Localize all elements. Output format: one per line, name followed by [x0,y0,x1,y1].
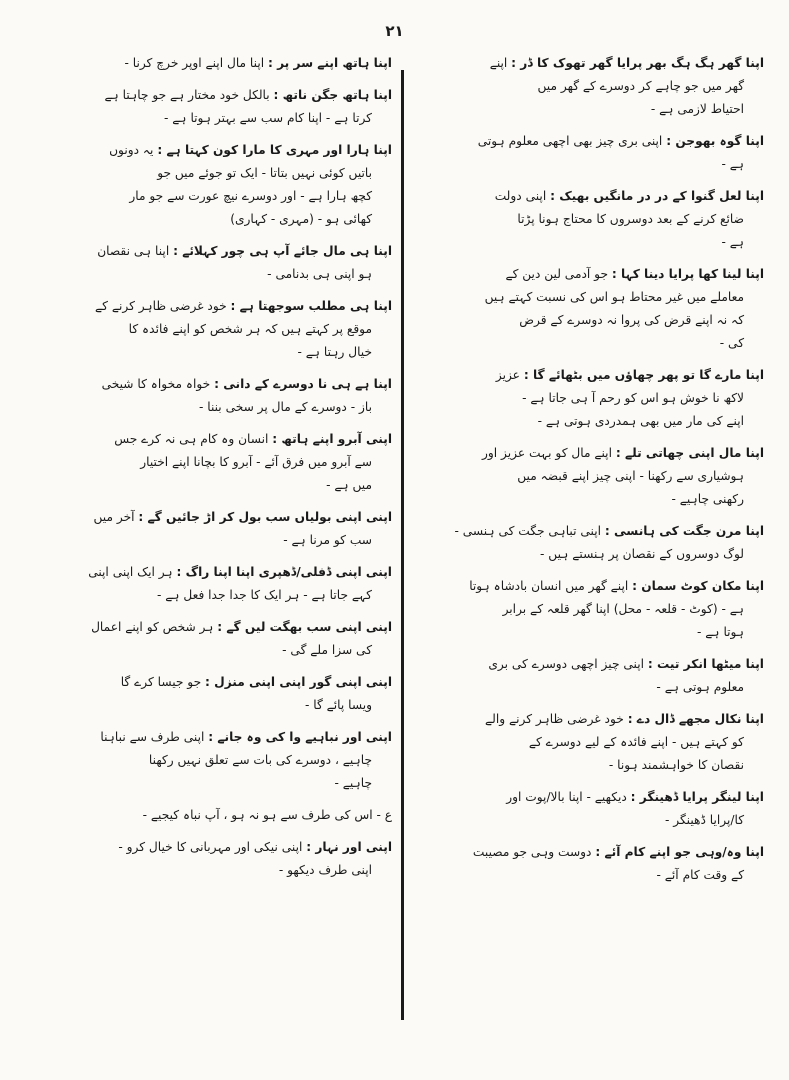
entry-continuation-line: اپنی طرف دیکھو - [278,863,372,877]
entry-continuation-line: رکھنی چاہیے - [671,492,744,506]
entry-headword: اپنا ہاتھ جگن ناتھ : [273,88,392,102]
entry-continuation-line: کچھ ہارا ہے - اور دوسرے نیچ عورت سے جو مار [129,189,372,203]
entry-continuation-line: ہے - [721,235,744,249]
entry-headword: اپنا لعل گنوا کے در در مانگیں بھیک : [550,189,764,203]
entry-first-line: اپنا ہی مال جائے آپ ہی چور کہلائے : اپنا ہی نقصان [97,244,392,258]
page-number: ۲۱ [385,22,404,40]
entry-continuation-line: ہے - (کوٹ - قلعہ - محل) اپنا گھر قلعہ کے برابر [502,602,744,616]
entry-continuation-line: ہے - [721,157,744,171]
dictionary-entry [30,561,392,607]
dictionary-entry [30,616,392,662]
entry-continuation-line: کہے جاتا ہے - ہر ایک کا جدا جدا فعل ہے - [156,588,372,602]
dictionary-entry [30,804,392,827]
entry-continuation-line: کھائی ہو - (مہری - کہاری) [230,212,372,226]
dictionary-entry [30,240,392,286]
entry-continuation-line: کے وقت کام آئے - [656,868,744,882]
left-column [30,52,392,1072]
entry-headword: اپنا ہارا اور مہری کا مارا کون کہتا ہے : [157,143,392,157]
dictionary-entry [412,520,764,566]
dictionary-entry [30,373,392,419]
entry-continuation-line: باتیں کوئی نہیں بتاتا - ایک تو جوئے میں جو [157,166,372,180]
entry-continuation-line: ہوشیاری سے رکھنا - اپنی چیز اپنے قبضہ میں [517,469,744,483]
dictionary-entry [412,708,764,777]
entry-first-line: اپنا میٹھا انکر تیت : اپنی چیز اچھی دوسرے کی بری [488,657,764,671]
entry-continuation-line: ہو اپنی ہی بدنامی - [267,267,372,281]
dictionary-entry [412,575,764,644]
entry-continuation-line: کو کہتے ہیں - اپنے فائدہ کے لیے دوسرے کے [528,735,744,749]
entry-headword: اپنی اور نباہیے وا کی وہ جانے : [208,730,392,744]
entry-first-line: اپنا مرن جگت کی ہانسی : اپنی تباہی جگت کی ہنسی - [454,524,764,538]
entry-headword: اپنی اپنی ڈفلی/ڈھپری اپنا اپنا راگ : [176,565,392,579]
entry-first-line: اپنی آبرو اپنے ہاتھ : انسان وہ کام ہی نہ کرے جس [114,432,392,446]
entry-headword: اپنا وہ/وہی جو اپنے کام آئے : [595,845,764,859]
entry-first-line: اپنی اپنی گور اپنی اپنی منزل : جو جیسا کرے گا [120,675,392,689]
entry-first-line: اپنا گوہ بھوجن : اپنی بری چیز بھی اچھی معلوم ہوتی [477,134,764,148]
entry-first-line: اپنی اپنی بولیاں سب بول کر اڑ جائیں گے : آخر میں [93,510,392,524]
entry-headword: اپنا مال اپنی چھاتی تلے : [615,446,764,460]
dictionary-entry [30,836,392,882]
right-column [412,52,764,1072]
entry-first-line: اپنا ہاتھ جگن ناتھ : بالکل خود مختار ہے جو چاہتا ہے [104,88,392,102]
dictionary-entry [412,442,764,511]
dictionary-entry [30,139,392,231]
dictionary-entry [30,726,392,795]
entry-continuation-line: خیال رہتا ہے - [297,345,372,359]
dictionary-entry [412,130,764,176]
entry-headword: اپنا گوہ بھوجن : [666,134,764,148]
dictionary-entry [30,506,392,552]
dictionary-entry [412,786,764,832]
entry-first-line: اپنا لعل گنوا کے در در مانگیں بھیک : اپنی دولت [494,189,764,203]
entry-headword: اپنی اپنی بولیاں سب بول کر اڑ جائیں گے : [138,510,392,524]
entry-headword: اپنا نکال مجھے ڈال دے : [627,712,764,726]
entry-continuation-line: سب کو مرنا ہے - [283,533,372,547]
entry-headword: اپنی اور نہار : [306,840,392,854]
entry-headword: اپنا ہی مطلب سوجھتا ہے : [230,299,392,313]
entry-headword: اپنا لینگر پرایا ڈھینگر : [630,790,764,804]
entry-first-line: اپنا ہی مطلب سوجھتا ہے : خود غرضی ظاہر کرنے کے [95,299,392,313]
entry-continuation-line: سے آبرو میں فرق آئے - آبرو کا بچانا اپنے اختیار [140,455,372,469]
dictionary-entry [412,263,764,355]
dictionary-entry [30,52,392,75]
entry-headword: اپنا میٹھا انکر تیت : [647,657,764,671]
entry-continuation-line: احتیاط لازمی ہے - [650,102,744,116]
entry-first-line: اپنا ہے ہی نا دوسرے کے دانی : خواہ مخواہ کا شیخی [101,377,392,391]
entry-continuation-line: لوگ دوسروں کے نقصان پر ہنستے ہیں - [540,547,744,561]
entry-first-line: اپنا ہارا اور مہری کا مارا کون کہتا ہے : یہ دونوں [109,143,392,157]
entry-first-line: اپنی اور نباہیے وا کی وہ جانے : اپنی طرف سے نباہنا [100,730,392,744]
entry-continuation-line: کی - [719,336,744,350]
entry-headword: اپنا گھر ہگ ہگ بھر پرایا گھر تھوک کا ڈر : [511,56,764,70]
entry-first-line: اپنا لینگر پرایا ڈھینگر : دیکھیے - اپنا بالا/پوت اور [506,790,764,804]
entry-headword: اپنا مرن جگت کی ہانسی : [604,524,764,538]
column-divider [401,70,404,1020]
entry-continuation-line: معلوم ہوتی ہے - [656,680,744,694]
entry-headword: اپنا لینا کھا پرایا دینا کہا : [611,267,764,281]
entry-continuation-line: کرتا ہے - اپنا کام سب سے بہتر ہوتا ہے - [164,111,372,125]
entry-continuation-line: گھر میں جو چاہے کر دوسرے کے گھر میں [537,79,744,93]
entry-continuation-line: چاہیے - [334,776,372,790]
entry-continuation-line: ضائع کرنے کے بعد دوسروں کا محتاج ہونا پڑتا [517,212,744,226]
entry-first-line: اپنی اپنی سب بھگت لیں گے : ہر شخص کو اپنے اعمال [91,620,392,634]
entry-first-line: اپنا نکال مجھے ڈال دے : خود غرضی ظاہر کرنے والے [484,712,764,726]
entry-continuation-line: موقع پر کہتے ہیں کہ ہر شخص کو اپنے فائدہ کا [128,322,372,336]
entry-headword: اپنی اپنی گور اپنی اپنی منزل : [205,675,392,689]
entry-first-line: اپنی اور نہار : اپنی نیکی اور مہربانی کا خیال کرو - [118,840,392,854]
entry-headword: اپنا ہے ہی نا دوسرے کے دانی : [214,377,392,391]
dictionary-entry [412,364,764,433]
entry-headword: اپنا مارے گا تو پھر چھاؤں میں بٹھائے گا : [523,368,764,382]
entry-first-line: اپنا لینا کھا پرایا دینا کہا : جو آدمی لین دین کے [505,267,764,281]
entry-first-line: ع - اس کی طرف سے ہو نہ ہو ، آپ نباہ کیجیے - [142,808,392,822]
entry-continuation-line: لاکھ نا خوش ہو اس کو رحم آ ہی جاتا ہے - [522,391,744,405]
entry-continuation-line: معاملے میں غیر محتاط ہو اس کی نسبت کہتے ہیں [484,290,744,304]
dictionary-entry [30,295,392,364]
entry-first-line: اپنی اپنی ڈفلی/ڈھپری اپنا اپنا راگ : ہر ایک اپنی اپنی [88,565,392,579]
entry-first-line: اپنا گھر ہگ ہگ بھر پرایا گھر تھوک کا ڈر : اپنے [489,56,764,70]
entry-continuation-line: کی سزا ملے گی - [282,643,372,657]
entry-first-line: اپنا ہاتھ اپنے سر پر : اپنا مال اپنے اوپر خرچ کرنا - [124,56,392,70]
entry-continuation-line: نقصان کا خواہشمند ہونا - [608,758,744,772]
dictionary-entry [412,653,764,699]
entry-continuation-line: ویسا پائے گا - [304,698,372,712]
entry-headword: اپنا مکان کوٹ سمان : [632,579,764,593]
entry-first-line: اپنا وہ/وہی جو اپنے کام آئے : دوست وہی جو مصیبت [472,845,764,859]
entry-continuation-line: اپنے کی مار میں بھی ہمدردی ہوتی ہے - [537,414,744,428]
dictionary-entry [412,841,764,887]
entry-first-line: اپنا مکان کوٹ سمان : اپنے گھر میں انسان بادشاہ ہوتا [469,579,764,593]
dictionary-entry [30,428,392,497]
dictionary-entry [30,671,392,717]
entry-headword: اپنا ہاتھ اپنے سر پر : [267,56,392,70]
entry-continuation-line: باز - دوسرے کے مال پر سخی بننا - [198,400,372,414]
entry-headword: اپنا ہی مال جائے آپ ہی چور کہلائے : [173,244,392,258]
dictionary-entry [412,52,764,121]
entry-first-line: اپنا مارے گا تو پھر چھاؤں میں بٹھائے گا : عزیز [495,368,764,382]
entry-headword: اپنی آبرو اپنے ہاتھ : [272,432,392,446]
entry-continuation-line: چاہیے ، دوسرے کی بات سے تعلق نہیں رکھنا [148,753,372,767]
entry-continuation-line: ہوتا ہے - [697,625,744,639]
dictionary-entry [412,185,764,254]
entry-continuation-line: میں ہے - [326,478,372,492]
entry-first-line: اپنا مال اپنی چھاتی تلے : اپنے مال کو بہت عزیز اور [482,446,764,460]
entry-continuation-line: کا/پرایا ڈھینگر - [664,813,744,827]
dictionary-entry [30,84,392,130]
entry-continuation-line: کہ نہ اپنے قرض کی پروا نہ دوسرے کے قرض [519,313,744,327]
entry-headword: اپنی اپنی سب بھگت لیں گے : [217,620,392,634]
